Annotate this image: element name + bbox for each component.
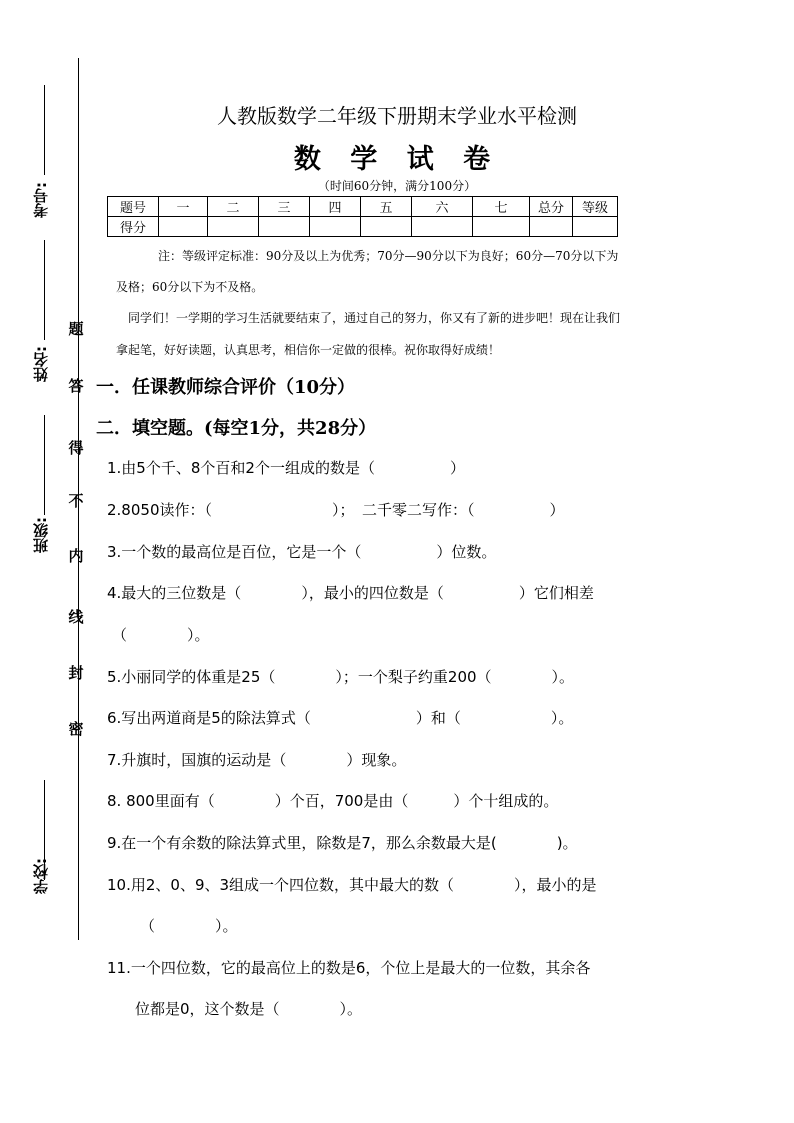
- seal-char: 题: [68, 320, 84, 338]
- question-4-line2: （ ）。: [112, 626, 210, 644]
- section-2-heading: 二．填空题。(每空1分，共28分）: [96, 418, 377, 439]
- question-10-line2: （ ）。: [140, 917, 238, 935]
- score-cell: 二: [208, 197, 259, 217]
- seal-char: 封: [68, 664, 84, 682]
- question-10-line1: 10.用2、0、9、3组成一个四位数，其中最大的数（ ），最小的是: [107, 876, 597, 894]
- score-cell: 三: [259, 197, 310, 217]
- exam-subject-title: 数 学 试 卷: [293, 144, 501, 175]
- exam-title: 人教版数学二年级下册期末学业水平检测: [217, 104, 577, 128]
- name-line: [44, 240, 45, 340]
- exam-no-label: 考号:: [32, 182, 50, 218]
- question-6: 6.写出两道商是5的除法算式（ ）和（ ）。: [107, 709, 574, 727]
- question-5: 5.小丽同学的体重是25（ ）；一个梨子约重200（ ）。: [107, 668, 575, 686]
- time-note: （时间60分钟，满分100分）: [317, 179, 477, 193]
- question-11-line1: 11.一个四位数，它的最高位上的数是6，个位上是最大的一位数，其余各: [107, 959, 591, 977]
- score-input-cell[interactable]: [259, 217, 310, 237]
- name-label: 姓名:: [32, 346, 50, 382]
- section-1-heading: 一．任课教师综合评价（10分）: [96, 377, 356, 398]
- score-cell: 得分: [108, 217, 159, 237]
- question-8: 8. 800里面有（ ）个百，700是由（ ）个十组成的。: [107, 792, 559, 810]
- score-input-cell[interactable]: [361, 217, 412, 237]
- score-cell: 题号: [108, 197, 159, 217]
- question-7: 7.升旗时，国旗的运动是（ ）现象。: [107, 751, 407, 769]
- score-input-cell[interactable]: [412, 217, 473, 237]
- score-table-score-row: [108, 217, 618, 237]
- score-cell: 总分: [530, 197, 573, 217]
- question-4-line1: 4.最大的三位数是（ ），最小的四位数是（ ）它们相差: [107, 584, 594, 602]
- question-1: 1.由5个千、8个百和2个一组成的数是（ ）: [107, 459, 465, 477]
- score-input-cell[interactable]: [310, 217, 361, 237]
- seal-char: 答: [68, 377, 84, 395]
- score-input-cell[interactable]: [473, 217, 530, 237]
- score-cell: 等级: [573, 197, 618, 217]
- greeting-line2: 拿起笔，好好读题，认真思考，相信你一定做的很棒。祝你取得好成绩！: [116, 343, 501, 357]
- greeting-line1: 同学们！一学期的学习生活就要结束了，通过自己的努力，你又有了新的进步吧！现在让我们: [128, 311, 621, 325]
- grade-note-line1: 注：等级评定标准：90分及以上为优秀；70分—90分以下为良好；60分—70分以下为: [158, 249, 619, 263]
- score-input-cell[interactable]: [208, 217, 259, 237]
- school-label: 学校:: [32, 858, 50, 894]
- score-input-cell[interactable]: [573, 217, 618, 237]
- question-11-line2: 位都是0，这个数是（ ）。: [135, 1000, 363, 1018]
- score-cell: 七: [473, 197, 530, 217]
- class-label: 班级:: [32, 517, 50, 553]
- score-cell: 一: [159, 197, 208, 217]
- seal-char: 线: [68, 608, 84, 626]
- score-input-cell[interactable]: [159, 217, 208, 237]
- question-2: 2.8050读作：（ ）； 二千零二写作：（ ）: [107, 501, 565, 519]
- seal-char: 密: [68, 720, 84, 738]
- seal-char: 不: [68, 492, 84, 510]
- question-3: 3.一个数的最高位是百位，它是一个（ ）位数。: [107, 543, 497, 561]
- question-9: 9.在一个有余数的除法算式里，除数是7，那么余数最大是( )。: [107, 834, 578, 852]
- score-cell: 四: [310, 197, 361, 217]
- grade-note-line2: 及格；60分以下为不及格。: [116, 280, 264, 294]
- score-table: [107, 196, 618, 237]
- score-table-header-row: [108, 197, 618, 217]
- seal-char: 内: [68, 547, 84, 565]
- seal-char: 得: [68, 439, 84, 457]
- score-input-cell[interactable]: [530, 217, 573, 237]
- score-cell: 六: [412, 197, 473, 217]
- class-line: [44, 415, 45, 515]
- score-cell: 五: [361, 197, 412, 217]
